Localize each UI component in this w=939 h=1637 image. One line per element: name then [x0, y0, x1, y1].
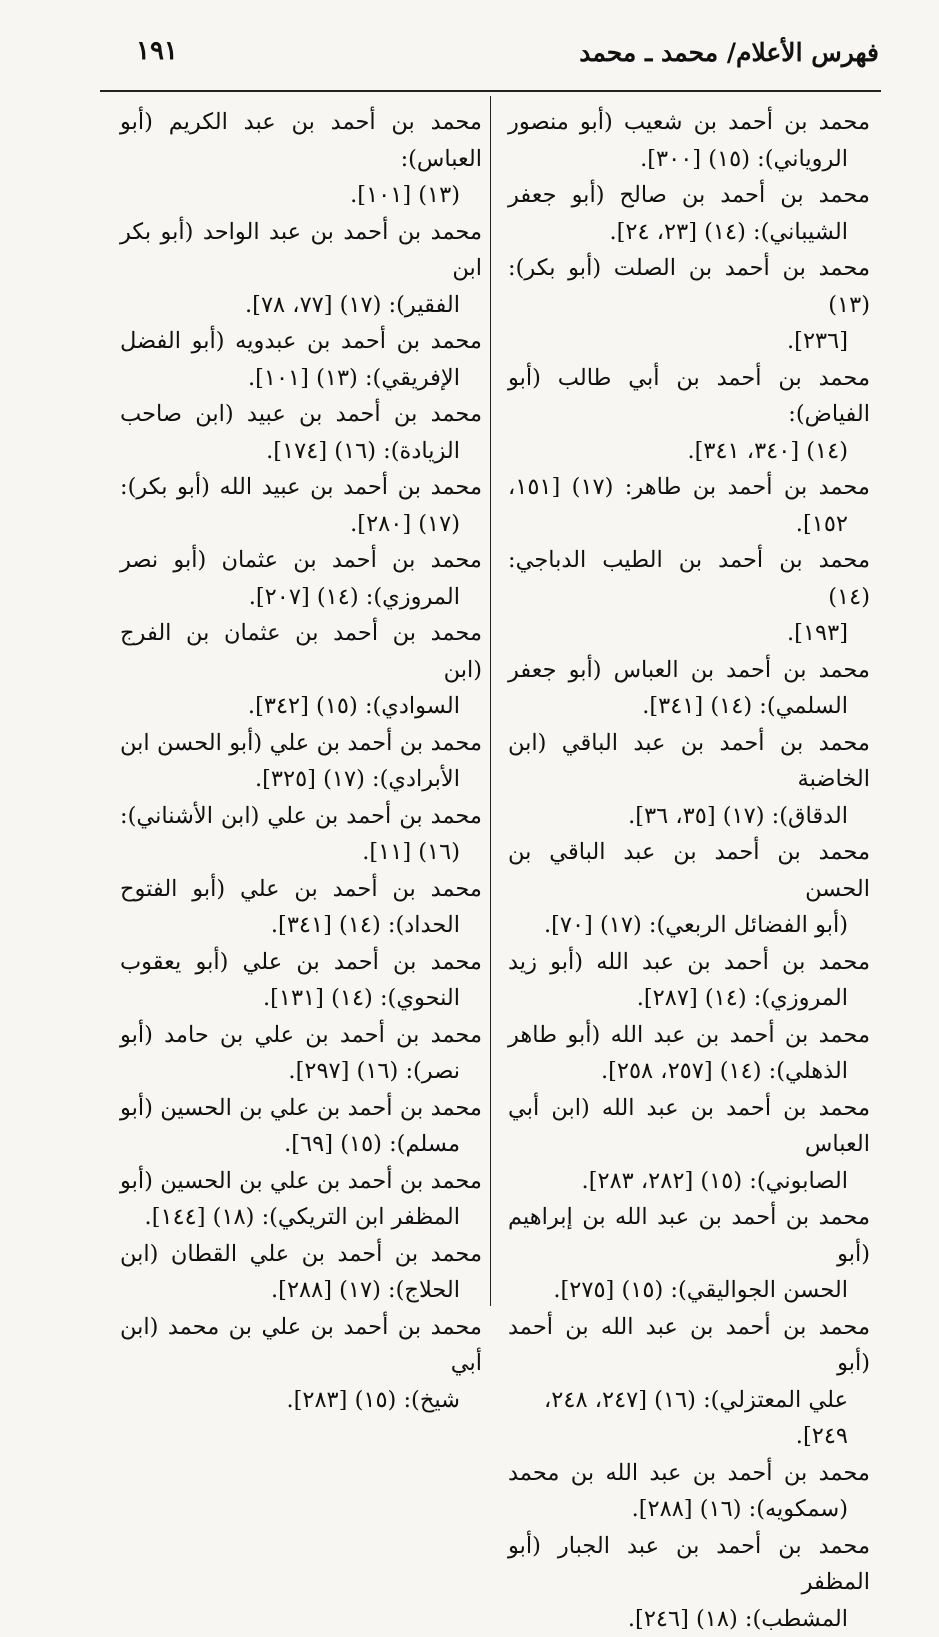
entry-continuation: (١٤) [٣٤٠، ٣٤١]. — [508, 433, 870, 470]
right-column — [508, 104, 870, 1637]
entry-first-line: محمد بن أحمد بن شعيب (أبو منصور — [508, 104, 870, 141]
entry-first-line: محمد بن أحمد بن علي بن الحسين (أبو — [120, 1090, 482, 1127]
entry-continuation: المشطب): (١٨) [٢٤٦]. — [508, 1601, 870, 1637]
entry-first-line: محمد بن أحمد بن علي بن محمد (ابن أبي — [120, 1309, 482, 1382]
entry-continuation: ١٥٢]. — [508, 506, 870, 543]
entry-first-line: محمد بن أحمد بن علي بن الحسين (أبو — [120, 1163, 482, 1200]
entry-continuation: الزيادة): (١٦) [١٧٤]. — [120, 433, 482, 470]
index-entry — [508, 1017, 870, 1090]
entry-first-line: محمد بن أحمد بن عثمان (أبو نصر — [120, 542, 482, 579]
page-header — [100, 30, 879, 80]
index-entry — [120, 396, 482, 469]
index-entry — [120, 871, 482, 944]
entry-continuation: نصر): (١٦) [٢٩٧]. — [120, 1053, 482, 1090]
entry-continuation: الحداد): (١٤) [٣٤١]. — [120, 907, 482, 944]
index-entry — [120, 725, 482, 798]
index-entry — [508, 834, 870, 944]
index-entry — [508, 360, 870, 470]
entry-first-line: محمد بن أحمد بن عبد الله (أبو طاهر — [508, 1017, 870, 1054]
entry-continuation: الحلاج): (١٧) [٢٨٨]. — [120, 1272, 482, 1309]
index-entry — [508, 944, 870, 1017]
index-entry — [120, 214, 482, 324]
index-entry — [508, 250, 870, 360]
entry-first-line: محمد بن أحمد بن عبد الباقي بن الحسن — [508, 834, 870, 907]
index-entry — [120, 1236, 482, 1309]
entry-first-line: محمد بن أحمد بن علي القطان (ابن — [120, 1236, 482, 1273]
entry-continuation: علي المعتزلي): (١٦) [٢٤٧، ٢٤٨، — [508, 1382, 870, 1419]
entry-continuation: [٢٣٦]. — [508, 323, 870, 360]
entry-first-line: محمد بن أحمد بن عبد الواحد (أبو بكر ابن — [120, 214, 482, 287]
running-title: فهرس الأعلام/ محمد ـ محمد — [579, 38, 879, 67]
entry-first-line: محمد بن أحمد بن عبد الله (ابن أبي العباس — [508, 1090, 870, 1163]
entry-first-line: محمد بن أحمد بن عبد الله بن أحمد (أبو — [508, 1309, 870, 1382]
entry-continuation: مسلم): (١٥) [٦٩]. — [120, 1126, 482, 1163]
entry-first-line: محمد بن أحمد بن علي (أبو الفتوح — [120, 871, 482, 908]
index-entry — [120, 1090, 482, 1163]
entry-first-line: محمد بن أحمد بن الطيب الدباجي: (١٤) — [508, 542, 870, 615]
index-entry — [120, 542, 482, 615]
index-entry — [120, 1017, 482, 1090]
entry-continuation: الإفريقي): (١٣) [١٠١]. — [120, 360, 482, 397]
page-number: ١٩١ — [136, 36, 178, 66]
index-entry — [508, 725, 870, 835]
entry-continuation: المروزي): (١٤) [٢٨٧]. — [508, 980, 870, 1017]
index-entry — [508, 1090, 870, 1200]
entry-first-line: محمد بن أحمد بن عبد الله بن محمد — [508, 1455, 870, 1492]
index-entry — [508, 1199, 870, 1309]
entry-first-line: محمد بن أحمد بن عبد الله بن إبراهيم (أبو — [508, 1199, 870, 1272]
index-entry — [120, 798, 482, 871]
entry-first-line: محمد بن أحمد بن علي (ابن الأشناني): — [120, 798, 482, 835]
entry-first-line: محمد بن أحمد بن عبد الجبار (أبو المظفر — [508, 1528, 870, 1601]
index-entry — [508, 104, 870, 177]
entry-continuation: المظفر ابن التريكي): (١٨) [١٤٤]. — [120, 1199, 482, 1236]
entry-first-line: محمد بن أحمد بن صالح (أبو جعفر — [508, 177, 870, 214]
entry-continuation: المروزي): (١٤) [٢٠٧]. — [120, 579, 482, 616]
entry-continuation: الدقاق): (١٧) [٣٥، ٣٦]. — [508, 798, 870, 835]
index-entry — [508, 1455, 870, 1528]
entry-first-line: محمد بن أحمد بن طاهر: (١٧) [١٥١، — [508, 469, 870, 506]
index-entry — [120, 323, 482, 396]
entry-continuation: (١٦) [١١]. — [120, 834, 482, 871]
index-entry — [508, 1309, 870, 1455]
entry-continuation: الصابوني): (١٥) [٢٨٢، ٢٨٣]. — [508, 1163, 870, 1200]
entry-continuation: النحوي): (١٤) [١٣١]. — [120, 980, 482, 1017]
entry-continuation: (١٣) [١٠١]. — [120, 177, 482, 214]
index-entry — [120, 615, 482, 725]
entry-first-line: محمد بن أحمد بن علي (أبو الحسن ابن — [120, 725, 482, 762]
index-entry — [120, 1309, 482, 1419]
index-entry — [120, 469, 482, 542]
entry-first-line: محمد بن أحمد بن العباس (أبو جعفر — [508, 652, 870, 689]
index-entry — [508, 177, 870, 250]
entry-continuation: (أبو الفضائل الربعي): (١٧) [٧٠]. — [508, 907, 870, 944]
entry-first-line: محمد بن أحمد بن عبيد الله (أبو بكر): — [120, 469, 482, 506]
entry-first-line: محمد بن أحمد بن عبد الكريم (أبو العباس): — [120, 104, 482, 177]
entry-first-line: محمد بن أحمد بن أبي طالب (أبو الفياض): — [508, 360, 870, 433]
entry-continuation: (١٧) [٢٨٠]. — [120, 506, 482, 543]
entry-continuation: ٢٤٩]. — [508, 1418, 870, 1455]
index-entry — [508, 1528, 870, 1637]
entry-continuation: الحسن الجواليقي): (١٥) [٢٧٥]. — [508, 1272, 870, 1309]
index-entry — [120, 944, 482, 1017]
header-rule — [100, 90, 881, 92]
entry-first-line: محمد بن أحمد بن عثمان بن الفرج (ابن — [120, 615, 482, 688]
entry-continuation: السلمي): (١٤) [٣٤١]. — [508, 688, 870, 725]
index-entry — [120, 104, 482, 214]
entry-continuation: السوادي): (١٥) [٣٤٢]. — [120, 688, 482, 725]
entry-continuation: شيخ): (١٥) [٢٨٣]. — [120, 1382, 482, 1419]
index-entry — [508, 469, 870, 542]
entry-continuation: الذهلي): (١٤) [٢٥٧، ٢٥٨]. — [508, 1053, 870, 1090]
entry-continuation: [١٩٣]. — [508, 615, 870, 652]
entry-continuation: الروياني): (١٥) [٣٠٠]. — [508, 141, 870, 178]
entry-continuation: (سمكويه): (١٦) [٢٨٨]. — [508, 1491, 870, 1528]
entry-first-line: محمد بن أحمد بن علي (أبو يعقوب — [120, 944, 482, 981]
index-entry — [508, 652, 870, 725]
entry-first-line: محمد بن أحمد بن عبدويه (أبو الفضل — [120, 323, 482, 360]
entry-first-line: محمد بن أحمد بن علي بن حامد (أبو — [120, 1017, 482, 1054]
column-divider — [490, 96, 491, 1306]
index-entry — [508, 542, 870, 652]
entry-continuation: الفقير): (١٧) [٧٧، ٧٨]. — [120, 287, 482, 324]
left-column — [120, 104, 482, 1418]
index-entry — [120, 1163, 482, 1236]
entry-first-line: محمد بن أحمد بن عبد الباقي (ابن الخاضبة — [508, 725, 870, 798]
entry-continuation: الأبرادي): (١٧) [٣٢٥]. — [120, 761, 482, 798]
entry-continuation: الشيباني): (١٤) [٢٣، ٢٤]. — [508, 214, 870, 251]
entry-first-line: محمد بن أحمد بن عبد الله (أبو زيد — [508, 944, 870, 981]
entry-first-line: محمد بن أحمد بن الصلت (أبو بكر): (١٣) — [508, 250, 870, 323]
entry-first-line: محمد بن أحمد بن عبيد (ابن صاحب — [120, 396, 482, 433]
